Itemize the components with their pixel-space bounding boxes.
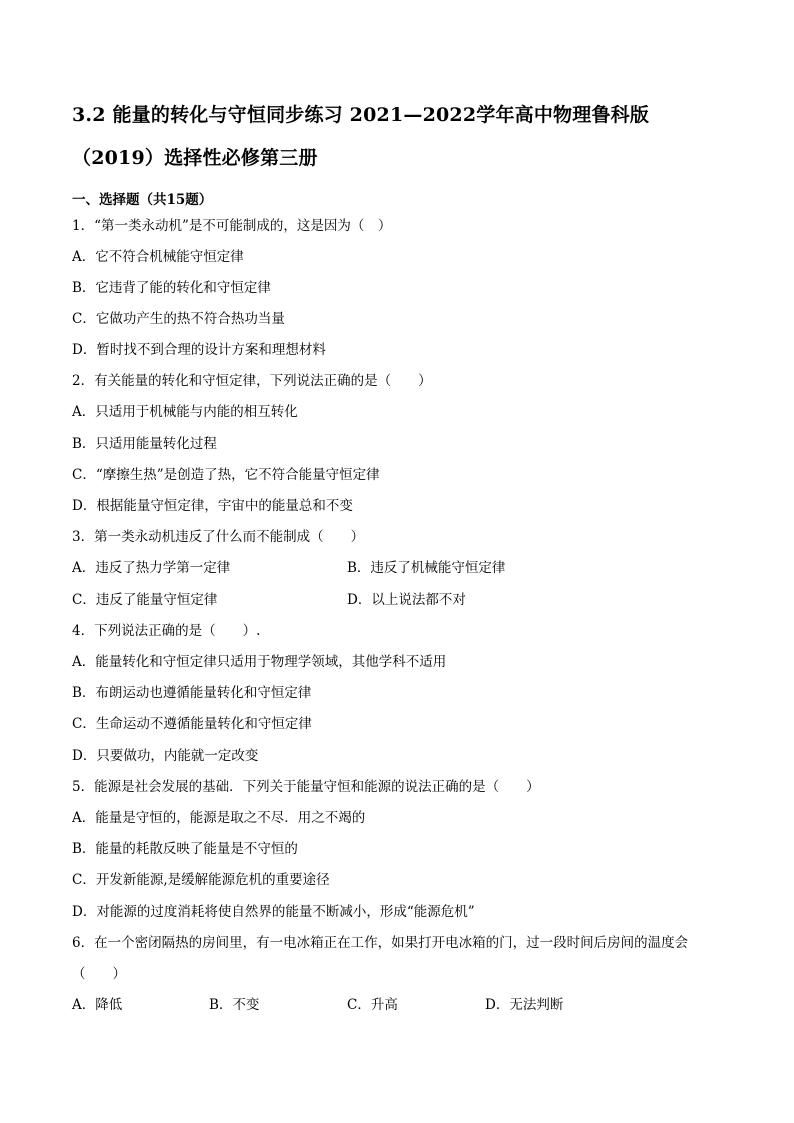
question-2-option-c: C．“摩擦生热”是创造了热，它不符合能量守恒定律 bbox=[72, 467, 380, 483]
section-heading: 一、选择题（共15题） bbox=[72, 192, 213, 208]
question-1-option-b: B．它违背了能的转化和守恒定律 bbox=[72, 280, 271, 296]
question-1-stem: 1．“第一类永动机”是不可能制成的，这是因为（ ） bbox=[72, 218, 392, 234]
question-6-stem: 6．在一个密闭隔热的房间里，有一电冰箱正在工作，如果打开电冰箱的门，过一段时间后房间的温度会 bbox=[72, 935, 689, 951]
question-5-option-a: A．能量是守恒的，能源是取之不尽．用之不竭的 bbox=[72, 810, 366, 826]
question-6-stem-continued: （ ） bbox=[72, 966, 126, 982]
question-1-option-c: C．它做功产生的热不符合热功当量 bbox=[72, 311, 285, 327]
question-3-stem: 3．第一类永动机违反了什么而不能制成（ ） bbox=[72, 529, 365, 545]
question-3-option-d: D．以上说法都不对 bbox=[347, 592, 466, 608]
question-4-option-a: A．能量转化和守恒定律只适用于物理学领域，其他学科不适用 bbox=[72, 654, 447, 670]
question-4-option-d: D．只要做功，内能就一定改变 bbox=[72, 748, 259, 764]
question-2-option-a: A．只适用于机械能与内能的相互转化 bbox=[72, 404, 298, 420]
question-1-option-d: D．暂时找不到合理的设计方案和理想材料 bbox=[72, 342, 326, 358]
question-2-stem: 2．有关能量的转化和守恒定律，下列说法正确的是（ ） bbox=[72, 373, 432, 389]
document-title-line-2: （2019）选择性必修第三册 bbox=[72, 147, 318, 169]
question-2-option-b: B．只适用能量转化过程 bbox=[72, 436, 217, 452]
question-5-option-d: D．对能源的过度消耗将使自然界的能量不断减小，形成“能源危机” bbox=[72, 904, 475, 920]
question-5-stem: 5．能源是社会发展的基础．下列关于能量守恒和能源的说法正确的是（ ） bbox=[72, 779, 540, 795]
question-3-option-a: A．违反了热力学第一定律 bbox=[72, 560, 231, 576]
question-3-option-b: B．违反了机械能守恒定律 bbox=[347, 560, 506, 576]
question-5-option-b: B．能量的耗散反映了能量是不守恒的 bbox=[72, 841, 298, 857]
question-6-option-a: A．降低 bbox=[72, 997, 123, 1013]
question-4-stem: 4．下列说法正确的是（ ）. bbox=[72, 623, 261, 639]
question-6-option-b: B．不变 bbox=[209, 997, 260, 1013]
document-title-line-1: 3.2 能量的转化与守恒同步练习 2021—2022学年高中物理鲁科版 bbox=[72, 104, 650, 126]
question-5-option-c: C．开发新能源,是缓解能源危机的重要途径 bbox=[72, 872, 330, 888]
question-4-option-b: B．布朗运动也遵循能量转化和守恒定律 bbox=[72, 685, 312, 701]
question-6-option-d: D．无法判断 bbox=[485, 997, 564, 1013]
question-2-option-d: D．根据能量守恒定律，宇宙中的能量总和不变 bbox=[72, 498, 353, 514]
question-3-option-c: C．违反了能量守恒定律 bbox=[72, 592, 218, 608]
question-4-option-c: C．生命运动不遵循能量转化和守恒定律 bbox=[72, 716, 312, 732]
question-1-option-a: A．它不符合机械能守恒定律 bbox=[72, 249, 244, 265]
question-6-option-c: C．升高 bbox=[347, 997, 398, 1013]
